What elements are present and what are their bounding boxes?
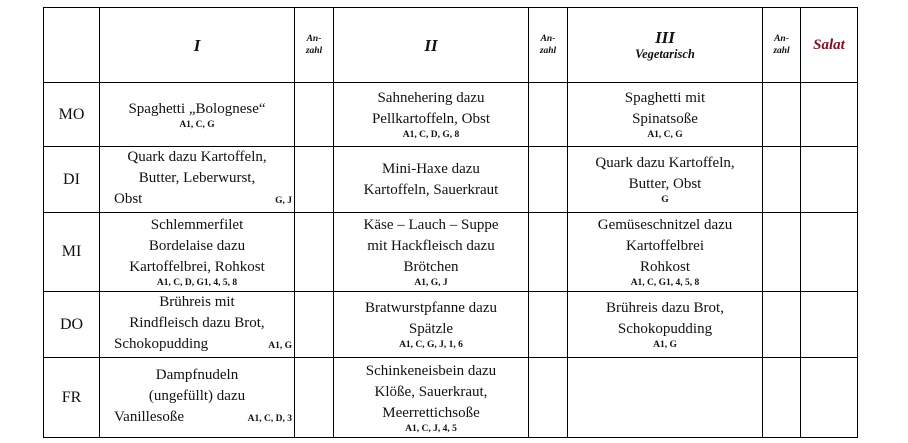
salad-cell[interactable] [801, 213, 858, 292]
header-salad: Salat [801, 8, 858, 83]
allergens: A1, C, G [179, 119, 215, 130]
day-label: DI [44, 147, 100, 213]
allergens: A1, C, G, J, 1, 6 [399, 340, 463, 350]
table-row-do [44, 292, 858, 358]
allergens: A1, C, D, G1, 4, 5, 8 [156, 278, 238, 288]
menu-3-count-cell[interactable] [763, 83, 801, 147]
day-label: DO [44, 292, 100, 358]
menu-1-cell: Spaghetti „Bolognese“ A1, C, G [100, 83, 295, 147]
menu-3-cell [568, 358, 763, 438]
menu-1-cell: Brühreis mit Rindfleisch dazu Brot, Schokopudding A1, G [100, 292, 295, 358]
header-menu-3 [568, 8, 763, 83]
menu-2-cell: Sahnehering dazu Pellkartoffeln, Obst A1, C, D, G, 8 [334, 83, 529, 147]
menu-3-subtitle: Vegetarisch [635, 47, 695, 61]
table-row-mo [44, 83, 858, 147]
menu-1-count-cell[interactable] [295, 147, 334, 213]
header-row [44, 8, 858, 83]
allergens: A1, C, G [647, 130, 683, 140]
menu-2-count-cell[interactable] [529, 358, 568, 438]
allergens: A1, C, J, 4, 5 [405, 423, 457, 434]
allergens: A1, G [268, 341, 292, 351]
salad-cell[interactable] [801, 358, 858, 438]
header-menu-2 [334, 8, 529, 83]
menu-2-title: II [424, 35, 438, 55]
menu-3-count-cell[interactable] [763, 147, 801, 213]
menu-1-title: I [193, 35, 201, 55]
menu-3-count-cell[interactable] [763, 358, 801, 438]
menu-3-count-cell[interactable] [763, 213, 801, 292]
menu-1-count-cell[interactable] [295, 83, 334, 147]
menu-3-cell: Brühreis dazu Brot, Schokopudding A1, G [568, 292, 763, 358]
allergens: A1, C, G1, 4, 5, 8 [630, 278, 700, 288]
table-row-fr [44, 358, 858, 438]
salad-cell[interactable] [801, 83, 858, 147]
header-count-2: An- zahl [529, 8, 568, 83]
allergens: A1, C, D, G, 8 [402, 130, 460, 140]
menu-2-count-cell[interactable] [529, 83, 568, 147]
menu-3-cell: Gemüseschnitzel dazu Kartoffelbrei Rohkost A1, C, G1, 4, 5, 8 [568, 213, 763, 292]
menu-3-cell: Spaghetti mit Spinatsoße A1, C, G [568, 83, 763, 147]
day-label: FR [44, 358, 100, 438]
allergens: A1, G, J [414, 278, 448, 288]
menu-1-count-cell[interactable] [295, 292, 334, 358]
menu-1-count-cell[interactable] [295, 213, 334, 292]
salad-cell[interactable] [801, 292, 858, 358]
menu-2-count-cell[interactable] [529, 292, 568, 358]
table-row-mi [44, 213, 858, 292]
menu-2-cell: Bratwurstpfanne dazu Spätzle A1, C, G, J, 1, 6 [334, 292, 529, 358]
header-count-3: An- zahl [763, 8, 801, 83]
allergens: G [661, 195, 669, 205]
allergens: A1, G [653, 340, 677, 350]
weekly-menu-table [43, 7, 858, 438]
table-row-di [44, 147, 858, 213]
menu-1-cell: Quark dazu Kartoffeln, Butter, Leberwurst, Obst G, J [100, 147, 295, 213]
menu-2-cell: Mini-Haxe dazu Kartoffeln, Sauerkraut [334, 147, 529, 213]
header-day [44, 8, 100, 83]
menu-2-cell: Schinkeneisbein dazu Klöße, Sauerkraut, Meerrettichsoße A1, C, J, 4, 5 [334, 358, 529, 438]
allergens: G, J [275, 196, 292, 206]
menu-3-count-cell[interactable] [763, 292, 801, 358]
menu-2-cell: Käse – Lauch – Suppe mit Hackfleisch dazu Brötchen A1, G, J [334, 213, 529, 292]
day-label: MO [44, 83, 100, 147]
header-menu-1 [100, 8, 295, 83]
salad-cell[interactable] [801, 147, 858, 213]
menu-3-cell: Quark dazu Kartoffeln, Butter, Obst G [568, 147, 763, 213]
menu-3-title: III [655, 28, 675, 47]
menu-1-cell: Schlemmerfilet Bordelaise dazu Kartoffelbrei, Rohkost A1, C, D, G1, 4, 5, 8 [100, 213, 295, 292]
menu-1-cell: Dampfnudeln (ungefüllt) dazu Vanillesoße A1, C, D, 3 [100, 358, 295, 438]
allergens: A1, C, D, 3 [247, 414, 292, 424]
menu-2-count-cell[interactable] [529, 147, 568, 213]
menu-1-count-cell[interactable] [295, 358, 334, 438]
header-count-1: An- zahl [295, 8, 334, 83]
menu-2-count-cell[interactable] [529, 213, 568, 292]
day-label: MI [44, 213, 100, 292]
